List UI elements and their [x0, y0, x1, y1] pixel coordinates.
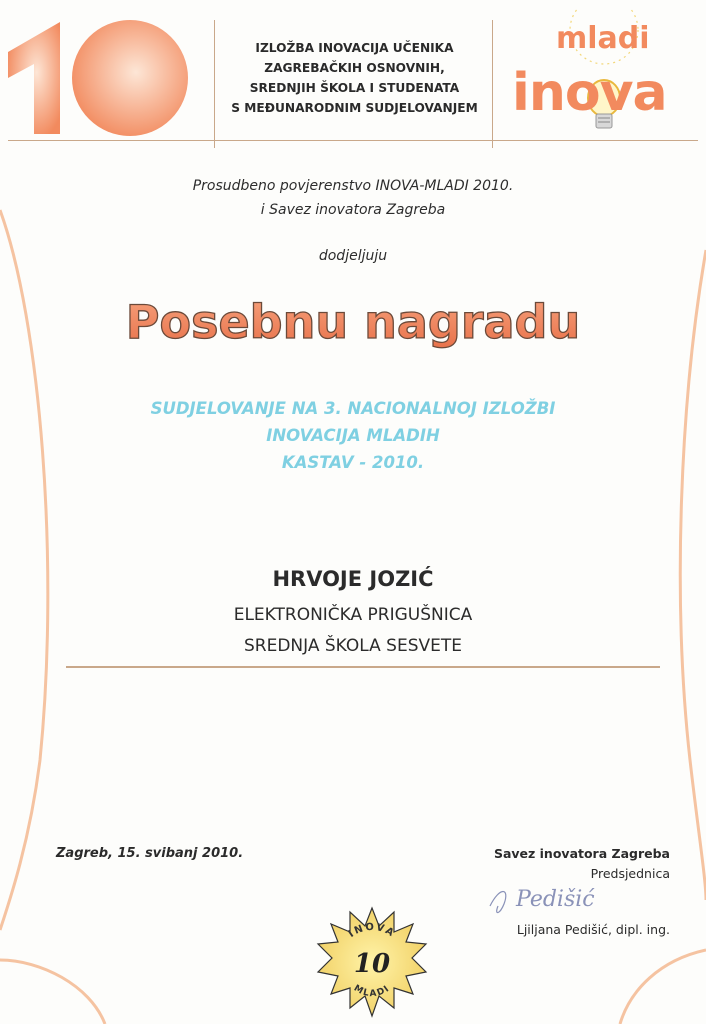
exhibition-title [222, 38, 487, 118]
badge-top-text: INOVA [346, 921, 398, 941]
exhibition-title-line: SREDNJIH ŠKOLA I STUDENATA [249, 81, 460, 95]
awards-verb: dodjeljuju [318, 248, 388, 264]
logo-main-word: inova [512, 63, 667, 123]
invention-name: ELEKTRONIČKA PRIGUŠNICA [233, 605, 473, 625]
star-badge-icon [316, 906, 428, 1018]
association-line: i Savez inovatora Zagreba [260, 202, 446, 218]
signer-name: Ljiljana Pedišić, dipl. ing. [516, 922, 670, 937]
anniversary-number-graphic [0, 18, 200, 138]
project-line: SUDJELOVANJE NA 3. NACIONALNOJ IZLOŽBI [150, 399, 556, 418]
award-title [80, 282, 626, 362]
project-line: INOVACIJA MLADIH [266, 426, 440, 445]
signer-role: Predsjednica [590, 866, 670, 881]
award-title-text: Posebnu nagradu [125, 295, 581, 349]
header-divider-left [214, 20, 215, 148]
signature-text: Pedišić [516, 887, 595, 912]
inova-mladi-logo [506, 8, 698, 136]
committee-line: Prosudbeno povjerenstvo INOVA-MLADI 2010. [192, 178, 514, 194]
signing-organization: Savez inovatora Zagreba [493, 846, 670, 861]
exhibition-title-line: S MEĐUNARODNIM SUDJELOVANJEM [231, 101, 478, 115]
place-and-date: Zagreb, 15. svibanj 2010. [56, 846, 244, 861]
exhibition-title-line: ZAGREBAČKIH OSNOVNIH, [264, 61, 445, 75]
exhibition-title-line: IZLOŽBA INOVACIJA UČENIKA [255, 41, 454, 55]
handwritten-signature [480, 876, 630, 926]
badge-number: 10 [353, 949, 391, 979]
header-divider-right [492, 20, 493, 148]
school-name: SREDNJA ŠKOLA SESVETE [243, 636, 462, 656]
project-description [0, 395, 706, 476]
recipient-name: HRVOJE JOZIĆ [272, 567, 434, 591]
recipient-underline [66, 666, 660, 668]
header-underline [8, 140, 698, 141]
logo-top-word: mladi [556, 21, 650, 56]
project-line: KASTAV - 2010. [281, 453, 425, 472]
badge-bottom-text: MLADI [351, 983, 393, 1000]
